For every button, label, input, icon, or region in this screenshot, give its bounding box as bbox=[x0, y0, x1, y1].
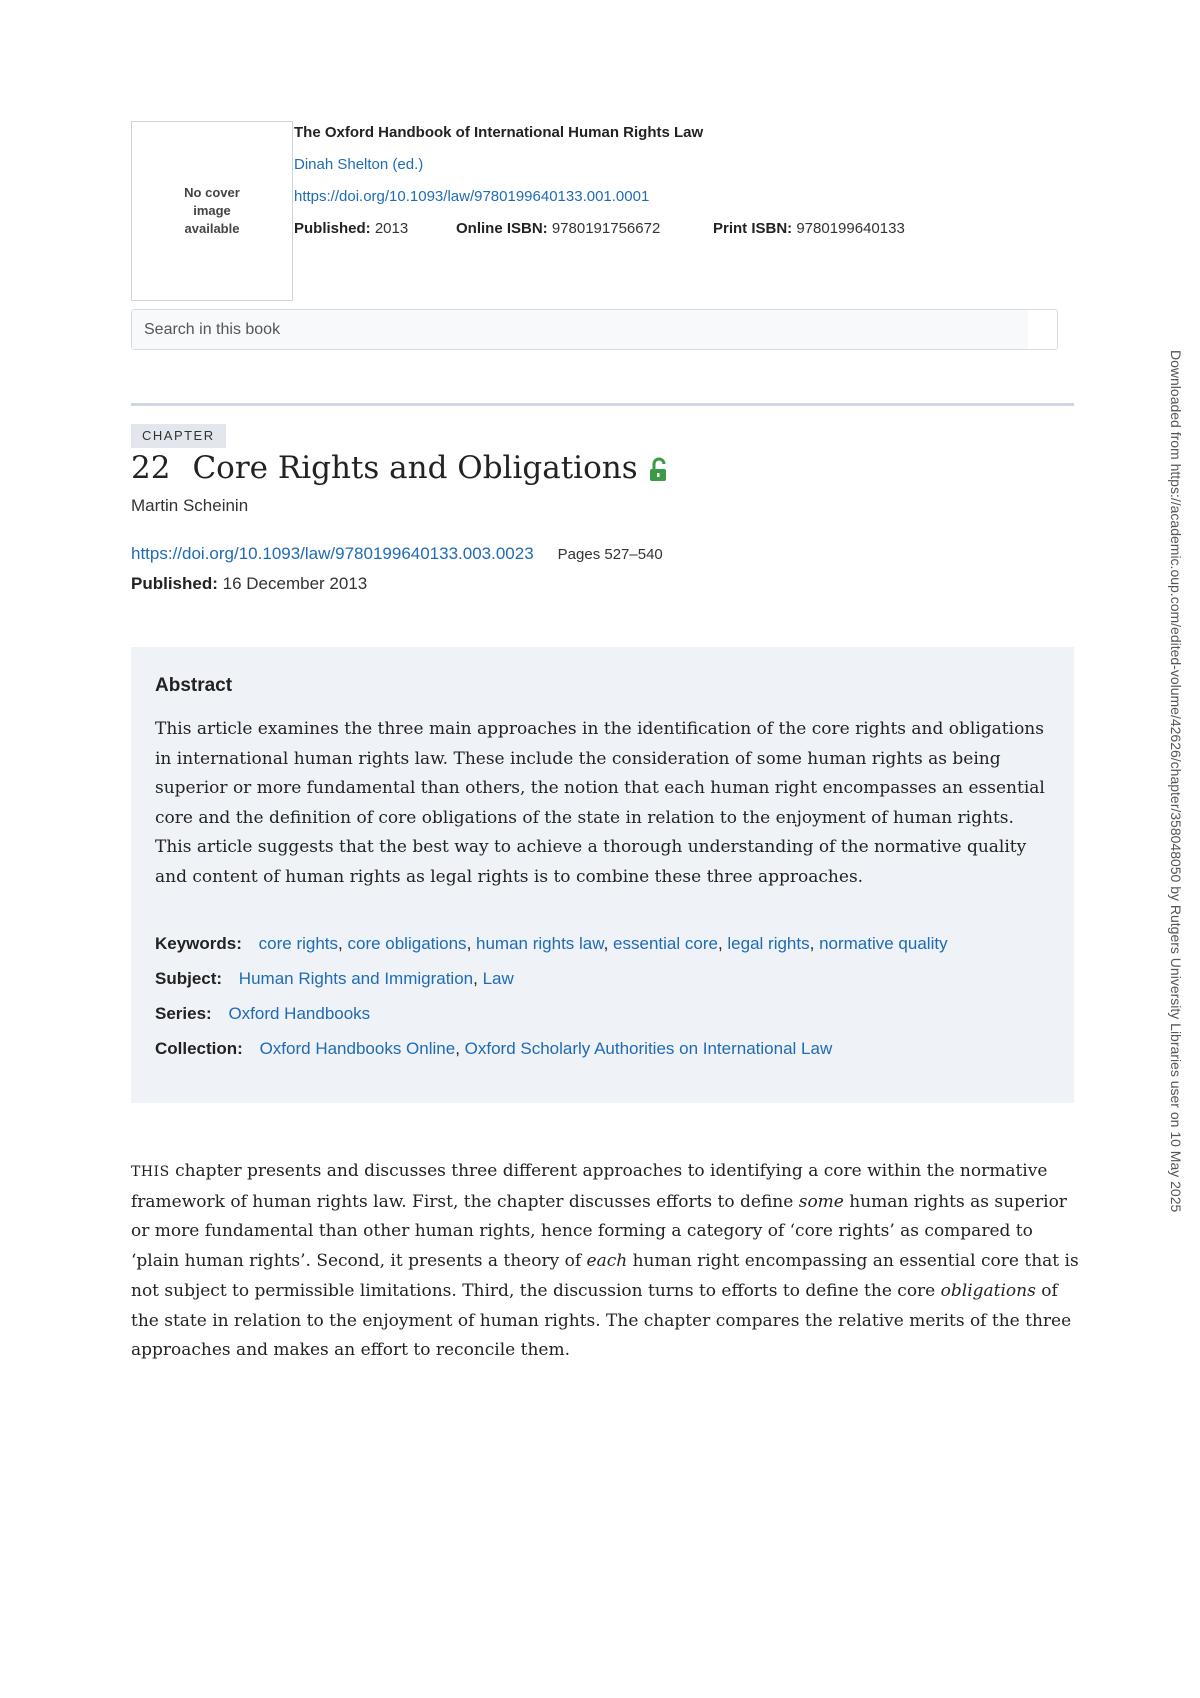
book-published-value: 2013 bbox=[374, 220, 409, 237]
body-text-segment: human right encompassing an essential core that is not subject to permissible limitations. Third, the discussion turns to efforts to define the core bbox=[131, 1251, 1079, 1301]
chapter-published-label: Published: bbox=[131, 574, 218, 593]
keyword-link[interactable]: legal rights bbox=[727, 934, 810, 953]
book-doi-link[interactable]: https://doi.org/10.1093/law/9780199640133.001.0001 bbox=[294, 188, 650, 205]
body-text-segment: chapter presents and discusses three different approaches to identifying a core within the normative framework of human rights law. First, the chapter discusses efforts to define bbox=[131, 1161, 1048, 1212]
subject-label: Subject: bbox=[155, 969, 223, 988]
body-emphasis: obligations bbox=[940, 1280, 1036, 1301]
print-isbn-value: 9780199640133 bbox=[796, 220, 905, 237]
chapter-number: 22 bbox=[131, 450, 171, 486]
abstract-text: This article examines the three main approaches in the identification of the core rights and obligations in international human rights law. These include the consideration of some human rights as being superior or more fundamental than others, the notion that each human right encompasses an essential core and the definition of core obligations of the state in relation to the enjoyment of human rights. This article suggests that the best way to achieve a thorough understanding of the normative quality and content of human rights as legal rights is to combine these three approaches. bbox=[155, 719, 1045, 887]
book-cover-placeholder bbox=[131, 121, 293, 301]
online-isbn-label: Online ISBN: bbox=[456, 220, 548, 237]
chapter-badge: CHAPTER bbox=[131, 424, 226, 448]
keyword-link[interactable]: core rights bbox=[258, 934, 339, 953]
online-isbn-value: 9780191756672 bbox=[551, 220, 661, 237]
body-emphasis: some bbox=[798, 1191, 844, 1212]
book-search bbox=[131, 309, 1058, 350]
download-note bbox=[1166, 350, 1184, 1350]
chapter-author: Martin Scheinin bbox=[131, 496, 249, 515]
search-input[interactable] bbox=[132, 310, 1028, 349]
metadata-list bbox=[155, 934, 1050, 1074]
keyword-link[interactable]: core obligations bbox=[347, 934, 467, 953]
chapter-doi-row bbox=[131, 544, 663, 564]
collection-row: Collection: Oxford Handbooks Online, Oxford Scholarly Authorities on International Law bbox=[155, 1039, 833, 1058]
keyword-link[interactable]: essential core bbox=[613, 934, 718, 953]
book-published bbox=[294, 220, 456, 242]
print-isbn-label: Print ISBN: bbox=[713, 220, 793, 237]
abstract-heading: Abstract bbox=[155, 675, 233, 696]
subject-link[interactable]: Human Rights and Immigration bbox=[238, 969, 474, 988]
chapter-title bbox=[131, 450, 668, 486]
chapter-title-text: Core Rights and Obligations bbox=[192, 450, 638, 486]
abstract-box bbox=[131, 647, 1074, 1103]
book-info bbox=[294, 124, 1094, 242]
book-print-isbn bbox=[713, 220, 905, 242]
keywords-row: Keywords: core rights, core obligations, human rights law, essential core, legal rights, normative quality bbox=[155, 934, 948, 953]
download-note-text: Downloaded from https://academic.oup.com/edited-volume/42626/chapter/358048050 by Rutgers University Libraries user on 10 May 2025 bbox=[1168, 350, 1184, 1213]
book-editor-link[interactable]: Dinah Shelton (ed.) bbox=[294, 156, 424, 173]
cover-placeholder-text: No cover image available bbox=[184, 185, 240, 236]
series-label: Series: bbox=[155, 1004, 212, 1023]
divider bbox=[131, 403, 1074, 406]
book-online-isbn bbox=[456, 220, 713, 242]
collection-label: Collection: bbox=[155, 1039, 243, 1058]
series-link[interactable]: Oxford Handbooks bbox=[228, 1004, 371, 1023]
body-emphasis: each bbox=[586, 1251, 628, 1272]
open-lock-icon bbox=[648, 455, 668, 481]
book-published-label: Published: bbox=[294, 220, 371, 237]
book-title: The Oxford Handbook of International Human Rights Law bbox=[294, 124, 704, 141]
series-row bbox=[155, 1004, 1050, 1039]
collection-link[interactable]: Oxford Scholarly Authorities on International Law bbox=[464, 1039, 833, 1058]
chapter-doi-link[interactable]: https://doi.org/10.1093/law/9780199640133.003.0023 bbox=[131, 544, 534, 563]
body-text-segment: human rights as superior or more fundamental than other human rights, hence forming a category of ‘core rights’ as compared to ‘plain human rights’. Second, it presents a theory of bbox=[131, 1191, 1067, 1272]
chapter-published-value: 16 December 2013 bbox=[222, 574, 368, 593]
book-meta bbox=[294, 220, 1094, 242]
subject-link[interactable]: Law bbox=[482, 969, 514, 988]
keywords-label: Keywords: bbox=[155, 934, 242, 953]
subject-row: Subject: Human Rights and Immigration, Law bbox=[155, 969, 514, 988]
lead-word: THIS bbox=[131, 1164, 170, 1180]
chapter-pages: Pages 527–540 bbox=[557, 546, 663, 563]
body-text-segment: of the state in relation to the enjoyment of human rights. The chapter compares the relative merits of the three approaches and makes an effort to reconcile them. bbox=[131, 1280, 1072, 1361]
chapter-body-paragraph bbox=[131, 1157, 1081, 1366]
keyword-link[interactable]: human rights law bbox=[476, 934, 604, 953]
keyword-link[interactable]: normative quality bbox=[819, 934, 948, 953]
chapter-published bbox=[131, 574, 367, 594]
collection-link[interactable]: Oxford Handbooks Online bbox=[259, 1039, 456, 1058]
